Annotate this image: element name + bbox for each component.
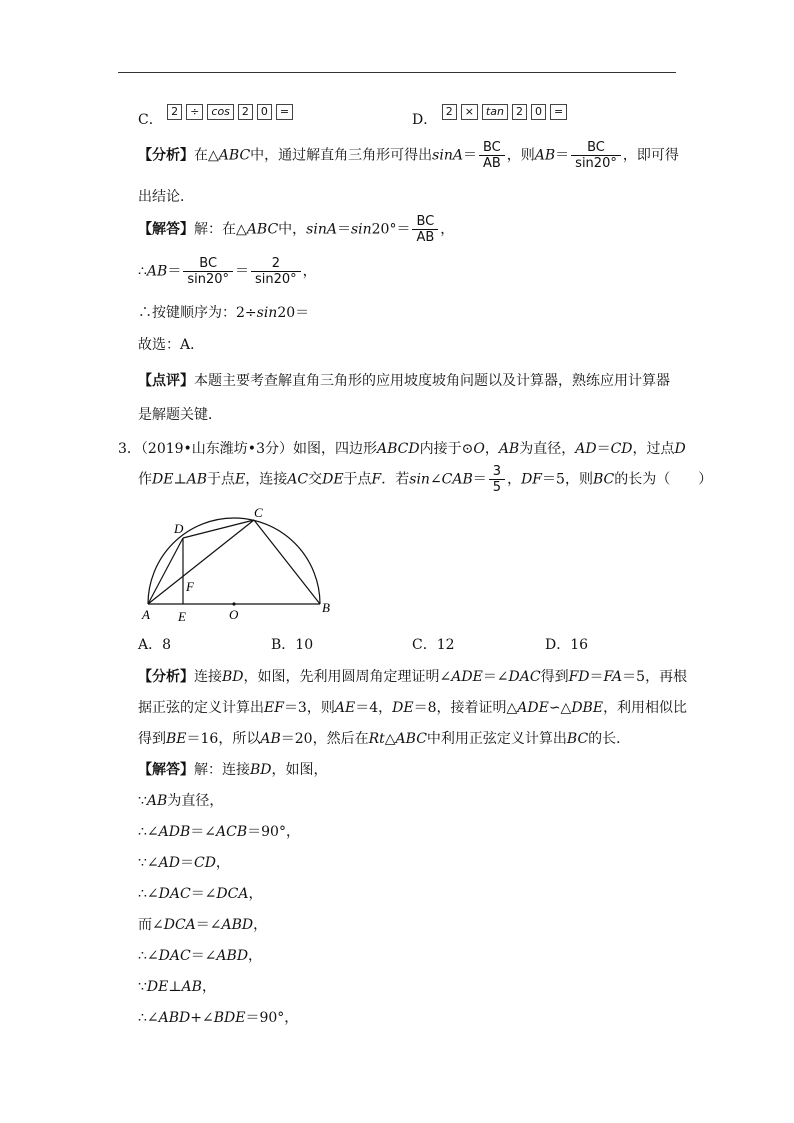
fraction: $\frac{3}{5}$ [489, 464, 505, 495]
analysis-1-line-2: 出结论． [138, 189, 194, 205]
analysis-2-line-2: 据正弦的定义计算出EF＝3，则AE＝4，DE＝8，接着证明△ADE∽△DBE，利用相似比 [138, 700, 688, 716]
analysis-2-line-1: 【分析】连接BD，如图，先利用圆周角定理证明∠ADE＝∠DAC得到FD＝FA＝5，再根 [138, 669, 688, 685]
key-0: 0 [257, 104, 272, 120]
answer-2-step-6: ∴∠DAC＝∠ABD， [138, 948, 263, 964]
q3-option-a: A．8 [138, 637, 172, 653]
segment-ad [148, 538, 183, 604]
key-2: 2 [442, 104, 457, 120]
answer-2-step-7: ∵DE⊥AB， [138, 979, 216, 995]
fraction: $\frac{BC}{\sin 20^\circ}$ [571, 140, 621, 171]
geometry-figure [138, 505, 338, 630]
analysis-1-line-1: 【分析】在△ABC中，通过解直角三角形可得出sinA＝ $\frac{BC}{AB}$ ，则AB＝ $\frac{BC}{\sin 20^\circ}$ ，即可得 [138, 140, 679, 171]
option-c: C． 2 ÷ cos 2 0 = [138, 104, 297, 129]
key-2: 2 [512, 104, 527, 120]
label-o: O [229, 607, 239, 622]
answer-2-step-2: ∴∠ADB＝∠ACB＝90°， [138, 824, 300, 840]
answer-2-head: 【解答】解：连接BD，如图， [138, 762, 328, 778]
label-f: F [186, 579, 194, 594]
key-cos: cos [207, 104, 234, 120]
answer-2-step-8: ∴∠ABD+∠BDE＝90°， [138, 1010, 299, 1026]
header-rule [118, 72, 676, 73]
label-d: D [174, 521, 184, 536]
answer-1-line-4: 故选：A． [138, 337, 205, 353]
label-a: A [142, 607, 150, 622]
center-point-o [232, 602, 235, 605]
fraction: $\frac{BC}{AB}$ [412, 214, 438, 245]
fraction: $\frac{BC}{\sin 20^\circ}$ [183, 256, 233, 287]
key-equals: = [550, 104, 567, 120]
key-tan: tan [482, 104, 508, 120]
fraction: $\frac{2}{\sin 20^\circ}$ [251, 256, 301, 287]
comment-1-line-2: 是解题关键． [138, 407, 222, 423]
option-d: D． 2 × tan 2 0 = [412, 104, 571, 129]
answer-2-step-5: 而∠DCA＝∠ABD， [138, 917, 268, 933]
fraction: $\frac{BC}{AB}$ [479, 140, 505, 171]
answer-2-step-1: ∵AB为直径， [138, 793, 224, 809]
analysis-2-line-3: 得到BE＝16，所以AB＝20，然后在Rt△ABC中利用正弦定义计算出BC的长． [138, 731, 631, 747]
key-2: 2 [238, 104, 253, 120]
q3-option-d: D．16 [545, 637, 589, 653]
question-3-line-1: 3．（2019•山东潍坊•3分）如图，四边形ABCD内接于⊙O，AB为直径，AD＝CD，过点D [118, 441, 686, 457]
key-equals: = [276, 104, 293, 120]
segment-cb [254, 520, 320, 604]
label-b: B [322, 600, 330, 615]
answer-1-line-2: ∴AB＝ $\frac{BC}{\sin 20^\circ}$ ＝ $\frac{2}{\sin 20^\circ}$ ， [138, 256, 317, 287]
key-multiply: × [461, 104, 478, 120]
answer-2-step-3: ∵∠AD＝CD， [138, 855, 230, 871]
key-2: 2 [167, 104, 182, 120]
segment-ac [148, 520, 254, 604]
key-divide: ÷ [186, 104, 203, 120]
label-c: C [254, 505, 263, 520]
answer-1-line-3: ∴按键顺序为：2÷sin20＝ [138, 305, 310, 321]
label-e: E [178, 609, 186, 624]
key-0: 0 [531, 104, 546, 120]
q3-option-c: C．12 [412, 637, 455, 653]
answer-2-step-4: ∴∠DAC＝∠DCA， [138, 886, 263, 902]
comment-1-line-1: 【点评】本题主要考查解直角三角形的应用坡度坡角问题以及计算器，熟练应用计算器 [138, 373, 670, 389]
question-3-line-2: 作DE⊥AB于点E，连接AC交DE于点F．若sin∠CAB＝ $\frac{3}{5}$ ，DF＝5，则BC的长为（ ） [138, 464, 713, 495]
q3-option-b: B．10 [271, 637, 314, 653]
answer-1-line-1: 【解答】解：在△ABC中，sinA＝sin20°＝ $\frac{BC}{AB}$ ， [138, 214, 455, 245]
